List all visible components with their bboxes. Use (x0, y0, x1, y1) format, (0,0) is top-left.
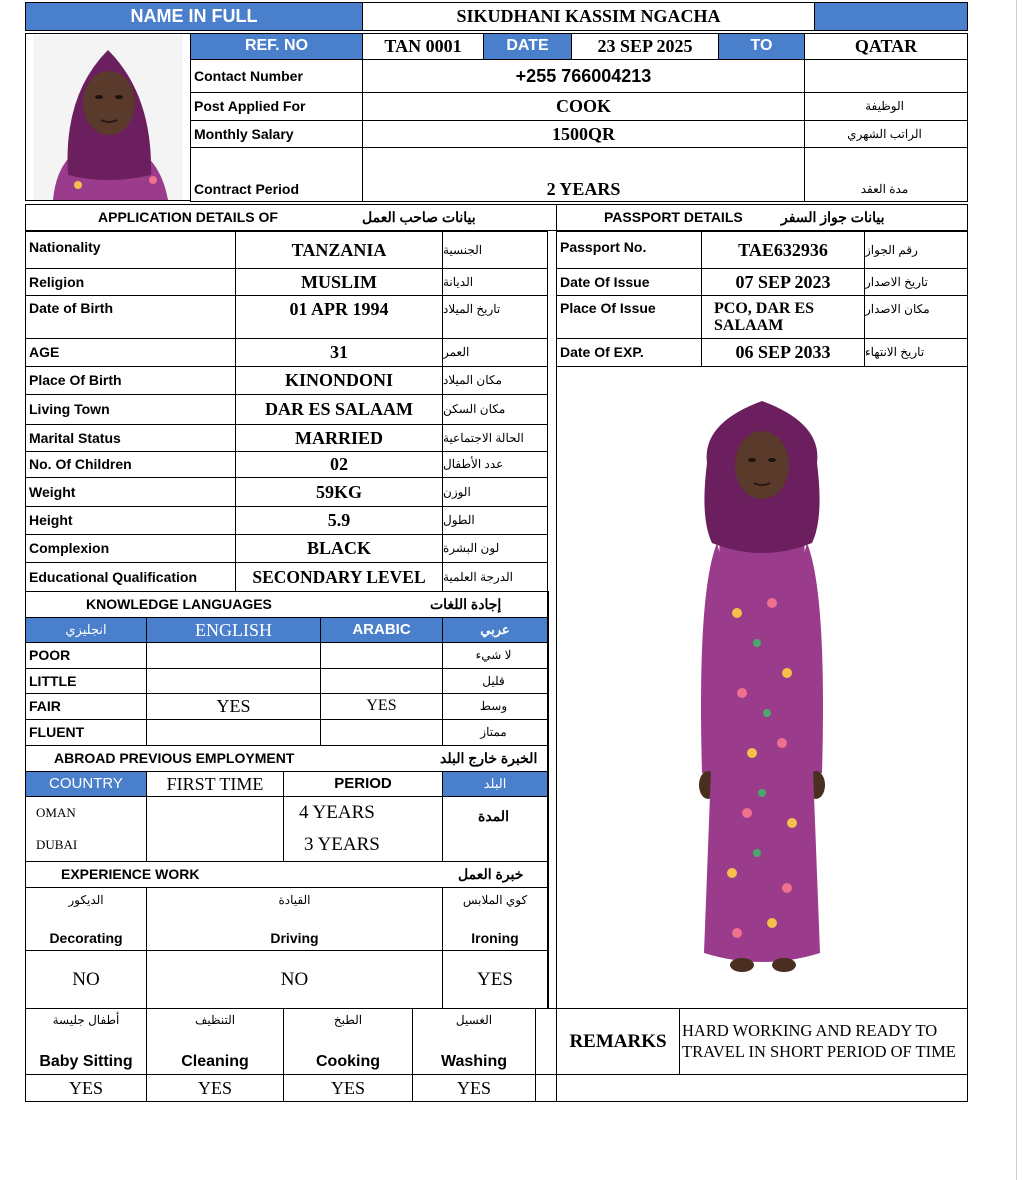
remarks-text: HARD WORKING AND READY TO TRAVEL IN SHORT PERIOD OF TIME (679, 1008, 968, 1075)
education-label: Educational Qualification (25, 562, 236, 592)
skill-cleaning-arabic: التنظيف (194, 1013, 236, 1027)
date-of-issue-label: Date Of Issue (556, 268, 702, 296)
date-value: 23 SEP 2025 (571, 33, 719, 60)
passport-details-label: PASSPORT DETAILS (604, 209, 743, 226)
skill-cooking-label: Cooking (316, 1053, 380, 1071)
monthly-salary-value: 1500QR (362, 120, 805, 148)
contact-number-value: +255 766004213 (362, 59, 805, 93)
date-label: DATE (483, 33, 572, 60)
skill-ironing-arabic: كوي الملابس (462, 893, 528, 907)
living-town-value: DAR ES SALAAM (235, 394, 443, 425)
passport-details-header (556, 204, 968, 231)
skill-cleaning-value: YES (146, 1074, 284, 1102)
abroad-period-1: 4 YEARS (299, 802, 375, 824)
place-of-birth-label: Place Of Birth (25, 366, 236, 395)
date-of-birth-arabic: تاريخ الميلاد (442, 295, 548, 339)
weight-arabic: الوزن (442, 477, 548, 507)
skill-driving-label: Driving (270, 930, 319, 947)
children-value: 02 (235, 451, 443, 478)
applicant-portrait-photo (25, 33, 191, 201)
abroad-employment-header (25, 745, 548, 772)
applicant-full-body-photo (556, 366, 968, 1009)
skill-driving-header (146, 887, 443, 951)
level-fair-english: YES (146, 693, 321, 720)
skill-ironing-label: Ironing (471, 930, 519, 947)
level-little-english (146, 668, 321, 694)
skill-cooking-header (283, 1008, 413, 1075)
skill-babysitting-value: YES (25, 1074, 147, 1102)
abroad-employment-title: ABROAD PREVIOUS EMPLOYMENT (54, 750, 295, 767)
skill-babysitting-arabic: أطفال جليسة (52, 1013, 120, 1027)
date-of-birth-label: Date of Birth (25, 295, 236, 339)
destination-value: QATAR (804, 33, 968, 60)
living-town-arabic: مكان السكن (442, 394, 548, 425)
skill-decorating-value: NO (25, 950, 147, 1009)
place-of-issue-arabic: مكان الاصدار (864, 295, 968, 339)
application-details-header (25, 204, 557, 231)
portrait-image (33, 35, 183, 200)
period-arabic-cell: المدة (442, 796, 548, 862)
education-value: SECONDARY LEVEL (235, 562, 443, 592)
living-town-label: Living Town (25, 394, 236, 425)
date-of-expiry-value: 06 SEP 2033 (701, 338, 865, 367)
religion-value: MUSLIM (235, 268, 443, 296)
level-fluent-arabic-value (320, 719, 443, 746)
skills-spacer-top (535, 1008, 557, 1075)
skill-babysitting-header (25, 1008, 147, 1075)
height-label: Height (25, 506, 236, 535)
skill-driving-arabic: القيادة (278, 893, 311, 907)
passport-no-arabic: رقم الجواز (864, 231, 968, 269)
abroad-empty-cell (146, 796, 284, 862)
abroad-country-1: OMAN (36, 805, 76, 821)
arabic-language-header: ARABIC (320, 617, 443, 643)
religion-label: Religion (25, 268, 236, 296)
english-arabic-header: انجليزي (25, 617, 147, 643)
level-fluent-label: FLUENT (25, 719, 147, 746)
english-header: ENGLISH (146, 617, 321, 643)
languages-title: KNOWLEDGE LANGUAGES (86, 596, 272, 613)
ref-no-value: TAN 0001 (362, 33, 484, 60)
country-arabic-header: البلد (442, 771, 548, 797)
abroad-country-2: DUBAI (36, 837, 78, 853)
place-of-birth-arabic: مكان الميلاد (442, 366, 548, 395)
languages-title-arabic: إجادة اللغات (430, 596, 502, 613)
application-details-label: APPLICATION DETAILS OF (98, 209, 278, 226)
marital-status-label: Marital Status (25, 424, 236, 452)
passport-no-value: TAE632936 (701, 231, 865, 269)
skill-decorating-header (25, 887, 147, 951)
post-applied-label: Post Applied For (190, 92, 363, 121)
date-of-issue-value: 07 SEP 2023 (701, 268, 865, 296)
nationality-value: TANZANIA (235, 231, 443, 269)
contract-period-value: 2 YEARS (362, 147, 805, 202)
skill-cleaning-label: Cleaning (181, 1053, 249, 1071)
nationality-label: Nationality (25, 231, 236, 269)
level-fluent-english (146, 719, 321, 746)
page-edge-line (1016, 0, 1017, 1180)
height-value: 5.9 (235, 506, 443, 535)
weight-label: Weight (25, 477, 236, 507)
passport-details-arabic: بيانات جواز السفر (781, 209, 885, 226)
abroad-periods-cell (283, 796, 443, 862)
complexion-value: BLACK (235, 534, 443, 563)
passport-no-label: Passport No. (556, 231, 702, 269)
age-label: AGE (25, 338, 236, 367)
experience-work-header (25, 861, 548, 888)
application-details-arabic: بيانات صاحب العمل (362, 209, 476, 226)
date-of-expiry-label: Date Of EXP. (556, 338, 702, 367)
date-of-issue-arabic: تاريخ الاصدار (864, 268, 968, 296)
to-label: TO (718, 33, 805, 60)
skill-babysitting-label: Baby Sitting (39, 1053, 133, 1071)
place-of-birth-value: KINONDONI (235, 366, 443, 395)
skill-washing-arabic: الغسيل (455, 1013, 493, 1027)
abroad-period-2: 3 YEARS (304, 834, 380, 856)
full-body-image (662, 393, 862, 983)
education-arabic: الدرجة العلمية (442, 562, 548, 592)
skill-washing-header (412, 1008, 536, 1075)
complexion-label: Complexion (25, 534, 236, 563)
children-label: No. Of Children (25, 451, 236, 478)
skill-cooking-value: YES (283, 1074, 413, 1102)
abroad-employment-title-arabic: الخبرة خارج البلد (440, 750, 538, 767)
skill-cleaning-header (146, 1008, 284, 1075)
header-blue-filler (814, 2, 968, 31)
abroad-countries-cell (25, 796, 147, 862)
level-little-arabic-value (320, 668, 443, 694)
remarks-label: REMARKS (556, 1008, 680, 1075)
monthly-salary-label: Monthly Salary (190, 120, 363, 148)
level-poor-label: POOR (25, 642, 147, 669)
experience-work-title: EXPERIENCE WORK (61, 866, 200, 883)
skill-washing-label: Washing (440, 1053, 508, 1071)
level-little-arabic: قليل (442, 668, 548, 694)
contract-period-arabic: مدة العقد (804, 147, 968, 202)
skill-cooking-arabic: الطبخ (333, 1013, 363, 1027)
skill-washing-value: YES (412, 1074, 536, 1102)
level-poor-english (146, 642, 321, 669)
skill-ironing-header (442, 887, 548, 951)
full-name-value: SIKUDHANI KASSIM NGACHA (362, 2, 815, 31)
level-poor-arabic: لا شيء (442, 642, 548, 669)
post-applied-arabic: الوظيفة (804, 92, 968, 121)
age-value: 31 (235, 338, 443, 367)
post-applied-value: COOK (362, 92, 805, 121)
level-fair-arabic: وسط (442, 693, 548, 720)
monthly-salary-arabic: الراتب الشهري (804, 120, 968, 148)
level-fair-label: FAIR (25, 693, 147, 720)
period-header: PERIOD (283, 771, 443, 797)
children-arabic: عدد الأطفال (442, 451, 548, 478)
height-arabic: الطول (442, 506, 548, 535)
ref-no-label: REF. NO (190, 33, 363, 60)
date-of-expiry-arabic: تاريخ الانتهاء (864, 338, 968, 367)
level-fair-arabic-value: YES (320, 693, 443, 720)
skills-spacer-bottom (535, 1074, 557, 1102)
level-poor-arabic-value (320, 642, 443, 669)
skill-decorating-label: Decorating (49, 930, 123, 947)
experience-work-title-arabic: خبرة العمل (458, 866, 524, 883)
country-header: COUNTRY (25, 771, 147, 797)
arabic-language-header-ar: عربي (442, 617, 548, 643)
age-arabic: العمر (442, 338, 548, 367)
contract-period-label: Contract Period (190, 147, 363, 202)
languages-header (25, 591, 548, 618)
date-of-birth-value: 01 APR 1994 (235, 295, 443, 339)
contact-number-label: Contact Number (190, 59, 363, 93)
name-in-full-label: NAME IN FULL (25, 2, 363, 31)
place-of-issue-value: PCO, DAR ES SALAAM (701, 295, 865, 339)
religion-arabic: الديانة (442, 268, 548, 296)
first-time-value: FIRST TIME (146, 771, 284, 797)
weight-value: 59KG (235, 477, 443, 507)
nationality-arabic: الجنسية (442, 231, 548, 269)
marital-status-arabic: الحالة الاجتماعية (442, 424, 548, 452)
skill-driving-value: NO (146, 950, 443, 1009)
skill-decorating-arabic: الديكور (68, 893, 104, 907)
level-little-label: LITTLE (25, 668, 147, 694)
marital-status-value: MARRIED (235, 424, 443, 452)
level-fluent-arabic: ممتاز (442, 719, 548, 746)
place-of-issue-label: Place Of Issue (556, 295, 702, 339)
complexion-arabic: لون البشرة (442, 534, 548, 563)
skill-ironing-value: YES (442, 950, 548, 1009)
remarks-bottom-row (556, 1074, 968, 1102)
contact-number-arabic (804, 59, 968, 93)
